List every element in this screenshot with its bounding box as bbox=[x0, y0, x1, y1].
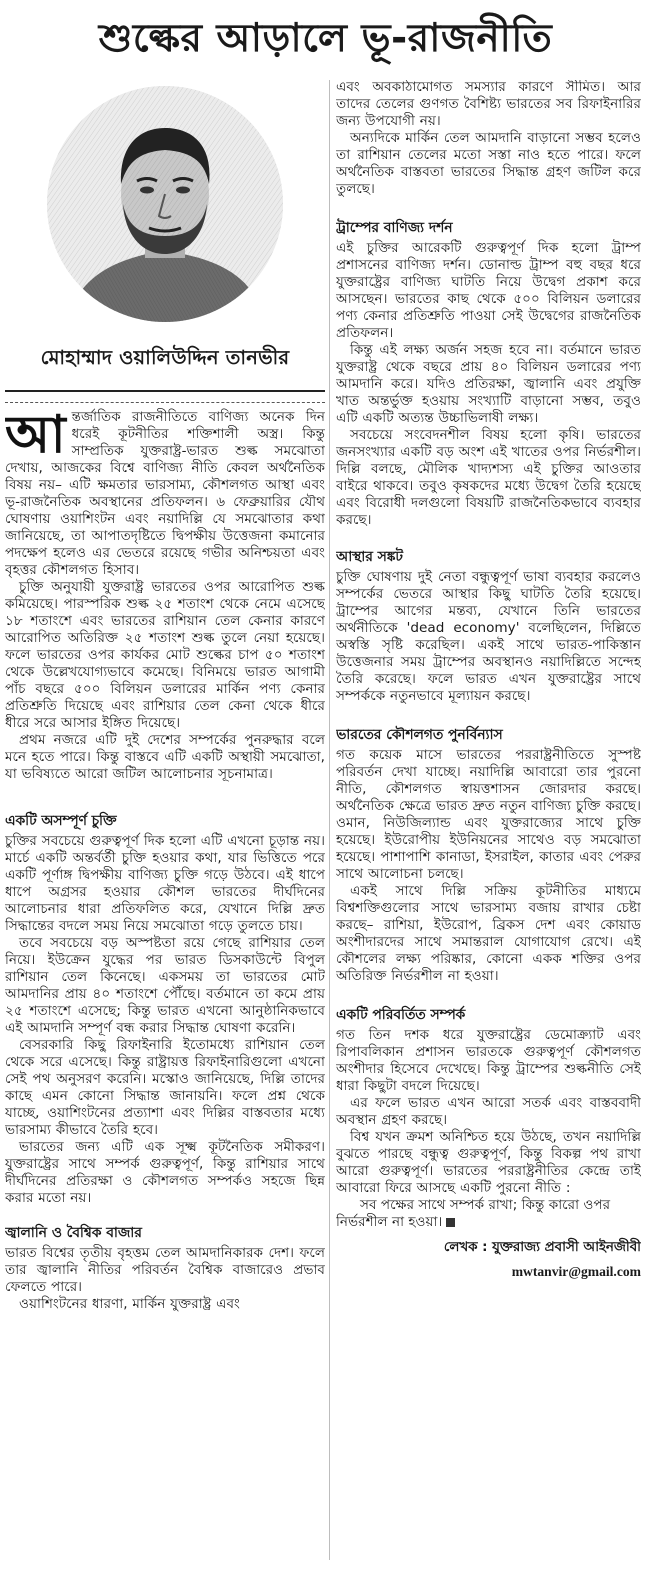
author-email: mwtanvir@gmail.com bbox=[511, 1264, 641, 1279]
author-note: লেখক : যুক্তরাজ্য প্রবাসী আইনজীবী bbox=[443, 1240, 641, 1255]
section-heading-strategic-realignment: ভারতের কৌশলগত পুনর্বিন্যাস bbox=[336, 727, 503, 743]
headline: শুল্কের আড়ালে ভূ-রাজনীতি bbox=[98, 16, 553, 61]
section1-paragraph-1: চুক্তির সবচেয়ে গুরুত্বপূর্ণ দিক হলো এটি এখনো চূড়ান্ত নয়। মার্চে একটি অন্তর্বর্তী চুক্তি হওয়ার কথা, যার ভিত্তিতে পরে একটি পূর্ণাঙ্গ দ্বিপক্ষীয় বাণিজ্য চুক্তি গড়ে উঠবে। এই ধাপে ধাপে অগ্রসর হওয়ার কৌশল ভারতের দীর্ঘদিনের আলোচনার ধারা প্রতিফলিত করে, যেখানে দিল্লি দ্রুত সিদ্ধান্তের বদলে সময় নিয়ে সমঝোতা গড়ে তুলতে চায়। bbox=[5, 833, 325, 934]
section-heading-changed-relationship: একটি পরিবর্তিত সম্পর্ক bbox=[336, 1007, 466, 1023]
right-column bbox=[336, 80, 641, 1568]
section-heading-trust-crisis: আস্থার সঙ্কট bbox=[336, 549, 403, 565]
section5-paragraph-1: গত কয়েক মাসে ভারতের পররাষ্ট্রনীতিতে সুস্পষ্ট পরিবর্তন দেখা যাচ্ছে। নয়াদিল্লি আবারো তার পুরনো নীতি, কৌশলগত স্বায়ত্তশাসন জোরদার করছে। অর্থনৈতিক ক্ষেত্রে ভারত দ্রুত নতুন বাণিজ্য চুক্তি করছে। ওমান, নিউজিল্যান্ড এবং যুক্তরাজ্যের সাথে চুক্তি হয়েছে। ইউরোপীয় ইউনিয়নের সাথেও বড় সমঝোতা হয়েছে। পাশাপাশি কানাডা, ইসরাইল, কাতার এবং পেরুর সাথে আলোচনা চলছে। bbox=[336, 747, 641, 882]
section3-paragraph-2: কিন্তু এই লক্ষ্য অর্জন সহজ হবে না। বর্তমানে ভারত যুক্তরাষ্ট্র থেকে বছরে প্রায় ৪০ বিলিয়ন ডলারের পণ্য আমদানি করে। যদিও প্রতিরক্ষা, জ্বালানি এবং প্রযুক্তি খাত অন্তর্ভুক্ত হওয়ায় সংখ্যাটি বাড়ানো সম্ভব, তবুও এটি একটি অত্যন্ত উচ্চাভিলাষী লক্ষ্য। bbox=[336, 342, 641, 426]
byline: মোহাম্মাদ ওয়ালিউদ্দিন তানভীর bbox=[40, 346, 290, 369]
section5-paragraph-2: একই সাথে দিল্লি সক্রিয় কূটনীতির মাধ্যমে বিশ্বশক্তিগুলোর সাথে ভারসাম্য বজায় রাখার চেষ্টা করছে– রাশিয়া, ইউরোপ, ব্রিকস দেশ এবং কোয়াড অংশীদারদের সাথে সমান্তরাল যোগাযোগ রেখে। এই কৌশলের লক্ষ্য পরিষ্কার, কোনো একক শক্তির ওপর অতিরিক্ত নির্ভরশীল না হওয়া। bbox=[336, 883, 641, 984]
byline-dashed-rule bbox=[5, 402, 325, 403]
section-heading-trump-trade: ট্রাম্পের বাণিজ্য দর্শন bbox=[336, 220, 453, 236]
section4-paragraph-1: চুক্তি ঘোষণায় দুই নেতা বন্ধুত্বপূর্ণ ভাষা ব্যবহার করলেও সম্পর্কের ভেতরে আস্থার কিছু ঘাটতি তৈরি হয়েছে। ট্রাম্পের আগের মন্তব্য, যেখানে তিনি ভারতের অর্থনীতিকে 'dead economy' বলেছিলেন, দিল্লিতে অস্বস্তি সৃষ্টি করেছিল। একই সাথে ভারত-পাকিস্তান উত্তেজনার সময় ট্রাম্পের অবস্থানও নয়াদিল্লিতে সন্দেহ তৈরি করেছে। ফলে ভারত এখন যুক্তরাষ্ট্রের সাথে সম্পর্ককে নতুনভাবে মূল্যায়ন করছে। bbox=[336, 569, 641, 704]
section2-paragraph-2: ওয়াশিংটনের ধারণা, মার্কিন যুক্তরাষ্ট্র এবং bbox=[19, 1296, 240, 1312]
section1-paragraph-2: তবে সবচেয়ে বড় অস্পষ্টতা রয়ে গেছে রাশিয়ার তেল নিয়ে। ইউক্রেন যুদ্ধের পর ভারত ডিসকাউন্টে বিপুল রাশিয়ান তেল কিনেছে। একসময় তা ভারতের মোট আমদানির প্রায় ৪০ শতাংশে পৌঁছে। বর্তমানে তা কমে প্রায় ২৫ শতাংশে এসেছে; কিন্তু ভারত এখনো আনুষ্ঠানিকভাবে এই আমদানি সম্পূর্ণ বন্ধ করার সিদ্ধান্ত ঘোষণা করেনি। bbox=[5, 935, 325, 1036]
intro-paragraph-2: চুক্তি অনুযায়ী যুক্তরাষ্ট্র ভারতের ওপর আরোপিত শুল্ক কমিয়েছে। পারস্পরিক শুল্ক ২৫ শতাংশ থেকে নেমে এসেছে ১৮ শতাংশে এবং ভারতের রাশিয়ান তেল কেনার কারণে আরোপিত অতিরিক্ত ২৫ শতাংশ শুল্ক তুলে নেয়া হয়েছে। ফলে ভারতের ওপর কার্যকর মোট শুল্কের চাপ ৫০ শতাংশ থেকে উল্লেখযোগ্যভাবে কমেছে। বিনিময়ে ভারত আগামী পাঁচ বছরে ৫০০ বিলিয়ন ডলারের মার্কিন পণ্য কেনার প্রতিশ্রুতি দিয়েছে এবং রাশিয়ার তেল কেনা থেকে ধীরে ধীরে সরে আসার ইঙ্গিত দিয়েছে। bbox=[5, 579, 325, 731]
intro-paragraph-1-text: ন্তর্জাতিক রাজনীতিতে বাণিজ্য অনেক দিন ধরেই কূটনীতির শক্তিশালী অস্ত্র। কিন্তু সাম্প্রতিক যুক্তরাষ্ট্র-ভারত শুল্ক সমঝোতা দেখায়, আজকের বিশ্বে বাণিজ্য নীতি কেবল অর্থনৈতিক বিষয় নয়– এটি ক্ষমতার ভারসাম্য, কৌশলগত আস্থা এবং ভূ-রাজনৈতিক অবস্থানের প্রতিফলন। ৬ ফেব্রুয়ারির যৌথ ঘোষণায় ওয়াশিংটন এবং নয়াদিল্লি যে সমঝোতার কথা জানিয়েছে, তা আপাতদৃষ্টিতে দ্বিপক্ষীয় উত্তেজনা কমানোর পদক্ষেপ হলেও এর ভেতরে রয়েছে গভীর অনিশ্চয়তা এবং বৃহত্তর কৌশলগত হিসাব। bbox=[5, 409, 325, 578]
section3-paragraph-1: এই চুক্তির আরেকটি গুরুত্বপূর্ণ দিক হলো ট্রাম্প প্রশাসনের বাণিজ্য দর্শন। ডোনাল্ড ট্রাম্প বহু বছর ধরে যুক্তরাষ্ট্রের বাণিজ্য ঘাটতি নিয়ে উদ্বেগ প্রকাশ করে আসছেন। ভারতের কাছ থেকে ৫০০ বিলিয়ন ডলারের পণ্য কেনার প্রতিশ্রুতি পাওয়া সেই উদ্বেগের রাজনৈতিক প্রতিফলন। bbox=[336, 240, 641, 341]
column-divider bbox=[329, 80, 330, 1560]
author-portrait bbox=[47, 86, 283, 322]
intro-paragraph-3: প্রথম নজরে এটি দুই দেশের সম্পর্কের পুনরুদ্ধার বলে মনে হতে পারে। কিন্তু বাস্তবে এটি একটি অস্থায়ী সমঝোতা, যা ভবিষ্যতে আরো জটিল আলোচনার সূচনামাত্র। bbox=[5, 732, 325, 782]
section2-paragraph-1: ভারত বিশ্বের তৃতীয় বৃহত্তম তেল আমদানিকারক দেশ। ফলে তার জ্বালানি নীতির পরিবর্তন বৈশ্বিক বাজারেও প্রভাব ফেলতে পারে। bbox=[5, 1245, 325, 1295]
left-column bbox=[5, 80, 325, 1568]
intro-paragraph-1 bbox=[5, 405, 325, 579]
section6-paragraph-1: গত তিন দশক ধরে যুক্তরাষ্ট্রের ডেমোক্র্যাট এবং রিপাবলিকান প্রশাসন ভারতকে গুরুত্বপূর্ণ কৌশলগত অংশীদার হিসেবে দেখেছে। কিন্তু ট্রাম্পের শুল্কনীতি সেই ধারা কিছুটা বদলে দিয়েছে। bbox=[336, 1027, 641, 1094]
section-heading-energy-market: জ্বালানি ও বৈশ্বিক বাজার bbox=[5, 1225, 142, 1241]
section1-paragraph-3: বেসরকারি কিছু রিফাইনারি ইতোমধ্যে রাশিয়ান তেল থেকে সরে এসেছে। কিন্তু রাষ্ট্রায়ত্ত রিফাইনারিগুলো এখনো সেই পথ অনুসরণ করেনি। মস্কোও জানিয়েছে, দিল্লি তাদের কাছে এমন কোনো সিদ্ধান্ত জানায়নি। ফলে প্রশ্ন থেকে যাচ্ছে, ওয়াশিংটনের প্রত্যাশা এবং দিল্লির বাস্তবতার মধ্যে ভারসাম্য কীভাবে তৈরি হবে। bbox=[5, 1037, 325, 1138]
section-heading-incomplete-deal: একটি অসম্পূর্ণ চুক্তি bbox=[5, 813, 117, 829]
section1-paragraph-4: ভারতের জন্য এটি এক সূক্ষ্ম কূটনৈতিক সমীকরণ। যুক্তরাষ্ট্রের সাথে সম্পর্ক গুরুত্বপূর্ণ, কিন্তু রাশিয়ার সাথে দীর্ঘদিনের প্রতিরক্ষা ও কৌশলগত সম্পর্কও সহজে ছিন্ন করার মতো নয়। bbox=[5, 1139, 325, 1206]
continuation-paragraph-2: অন্যদিকে মার্কিন তেল আমদানি বাড়ানো সম্ভব হলেও তা রাশিয়ান তেলের মতো সস্তা নাও হতে পারে। ফলে অর্থনৈতিক বাস্তবতা ভারতের সিদ্ধান্ত গ্রহণ জটিল করে তুলছে। bbox=[336, 130, 641, 197]
section6-paragraph-2: এর ফলে ভারত এখন আরো সতর্ক এবং বাস্তববাদী অবস্থান গ্রহণ করছে। bbox=[336, 1095, 641, 1128]
section6-paragraph-3: বিশ্ব যখন ক্রমশ অনিশ্চিত হয়ে উঠছে, তখন নয়াদিল্লি বুঝতে পারছে বন্ধুত্ব গুরুত্বপূর্ণ, কিন্তু বিকল্প পথ রাখা আরো গুরুত্বপূর্ণ। ভারতের পররাষ্ট্রনীতির কেন্দ্রে তাই আবারো ফিরে আসছে একটি পুরনো নীতি : bbox=[336, 1129, 641, 1196]
closing-quote-text: সব পক্ষের সাথে সম্পর্ক রাখা; কিন্তু কারো ওপর নির্ভরশীল না হওয়া। bbox=[336, 1197, 611, 1230]
end-mark-icon bbox=[446, 1218, 455, 1227]
continuation-paragraph-1: এবং অবকাঠামোগত সমস্যার কারণে সীমিত। আর তাদের তেলের গুণগত বৈশিষ্ট্য ভারতের সব রিফাইনারির জন্য উপযোগী নয়। bbox=[336, 80, 641, 129]
author-sketch-icon bbox=[47, 86, 283, 322]
section3-paragraph-3: সবচেয়ে সংবেদনশীল বিষয় হলো কৃষি। ভারতের জনসংখ্যার একটি বড় অংশ এই খাতের ওপর নির্ভরশীল। দিল্লি বলছে, মৌলিক খাদ্যশস্য এই চুক্তির আওতার বাইরে থাকবে। তবুও কৃষকদের মধ্যে উদ্বেগ তৈরি হয়েছে এবং বিরোধী দলগুলো বিষয়টি রাজনৈতিকভাবে ব্যবহার করছে। bbox=[336, 427, 641, 528]
dropcap: আ bbox=[5, 405, 66, 465]
byline-rule bbox=[5, 390, 325, 392]
closing-quote bbox=[336, 1197, 641, 1231]
